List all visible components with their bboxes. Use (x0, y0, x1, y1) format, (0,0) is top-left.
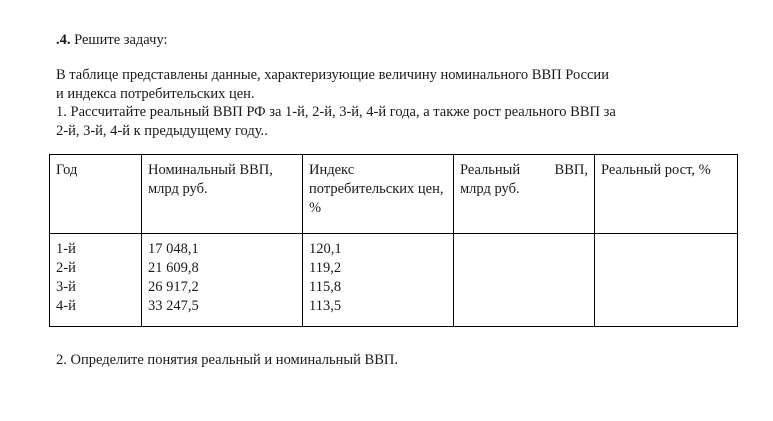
table-data-row (49, 233, 738, 327)
nominal-gdp-cell (141, 233, 302, 327)
year-3: 3-й (56, 279, 76, 295)
header-cpi: Индекс потребительских цен, % (302, 154, 453, 233)
nominal-gdp-2: 21 609,8 (148, 260, 199, 276)
year-4: 4-й (56, 298, 76, 314)
description-line-1: В таблице представлены данные, характеризующие величину номинального ВВП России (56, 67, 609, 83)
cpi-4: 113,5 (309, 298, 342, 314)
question-2: 2. Определите понятия реальный и номинальный ВВП. (56, 352, 398, 368)
cpi-3: 115,8 (309, 279, 342, 295)
task-title (56, 31, 168, 49)
real-growth-cell (594, 233, 738, 327)
real-gdp-cell (453, 233, 594, 327)
year-1: 1-й (56, 241, 76, 257)
cpi-cell (302, 233, 453, 327)
year-2: 2-й (56, 260, 76, 276)
task-description (56, 66, 736, 140)
task-title-text: Решите задачу: (70, 32, 168, 48)
table-header-row (49, 154, 738, 233)
header-year: Год (49, 154, 141, 233)
years-cell (49, 233, 141, 327)
description-line-4: 2-й, 3-й, 4-й к предыдущему году.. (56, 122, 268, 139)
header-real-gdp-word2: ВВП, (554, 162, 588, 178)
header-real-gdp (453, 154, 594, 233)
header-real-gdp-word1: Реальный (460, 162, 521, 178)
gdp-table (49, 154, 738, 327)
header-real-gdp-unit: млрд руб. (460, 181, 520, 197)
header-real-growth: Реальный рост, % (594, 154, 738, 233)
cpi-1: 120,1 (309, 241, 342, 257)
header-nominal-gdp: Номинальный ВВП, млрд руб. (141, 154, 302, 233)
nominal-gdp-3: 26 917,2 (148, 279, 199, 295)
description-line-3: 1. Рассчитайте реальный ВВП РФ за 1-й, 2-й, 3-й, 4-й года, а также рост реального ВВП за (56, 104, 616, 120)
description-line-2: и индекса потребительских цен. (56, 85, 255, 102)
task-number: .4. (56, 32, 71, 48)
nominal-gdp-1: 17 048,1 (148, 241, 199, 257)
cpi-2: 119,2 (309, 260, 342, 276)
nominal-gdp-4: 33 247,5 (148, 298, 199, 314)
